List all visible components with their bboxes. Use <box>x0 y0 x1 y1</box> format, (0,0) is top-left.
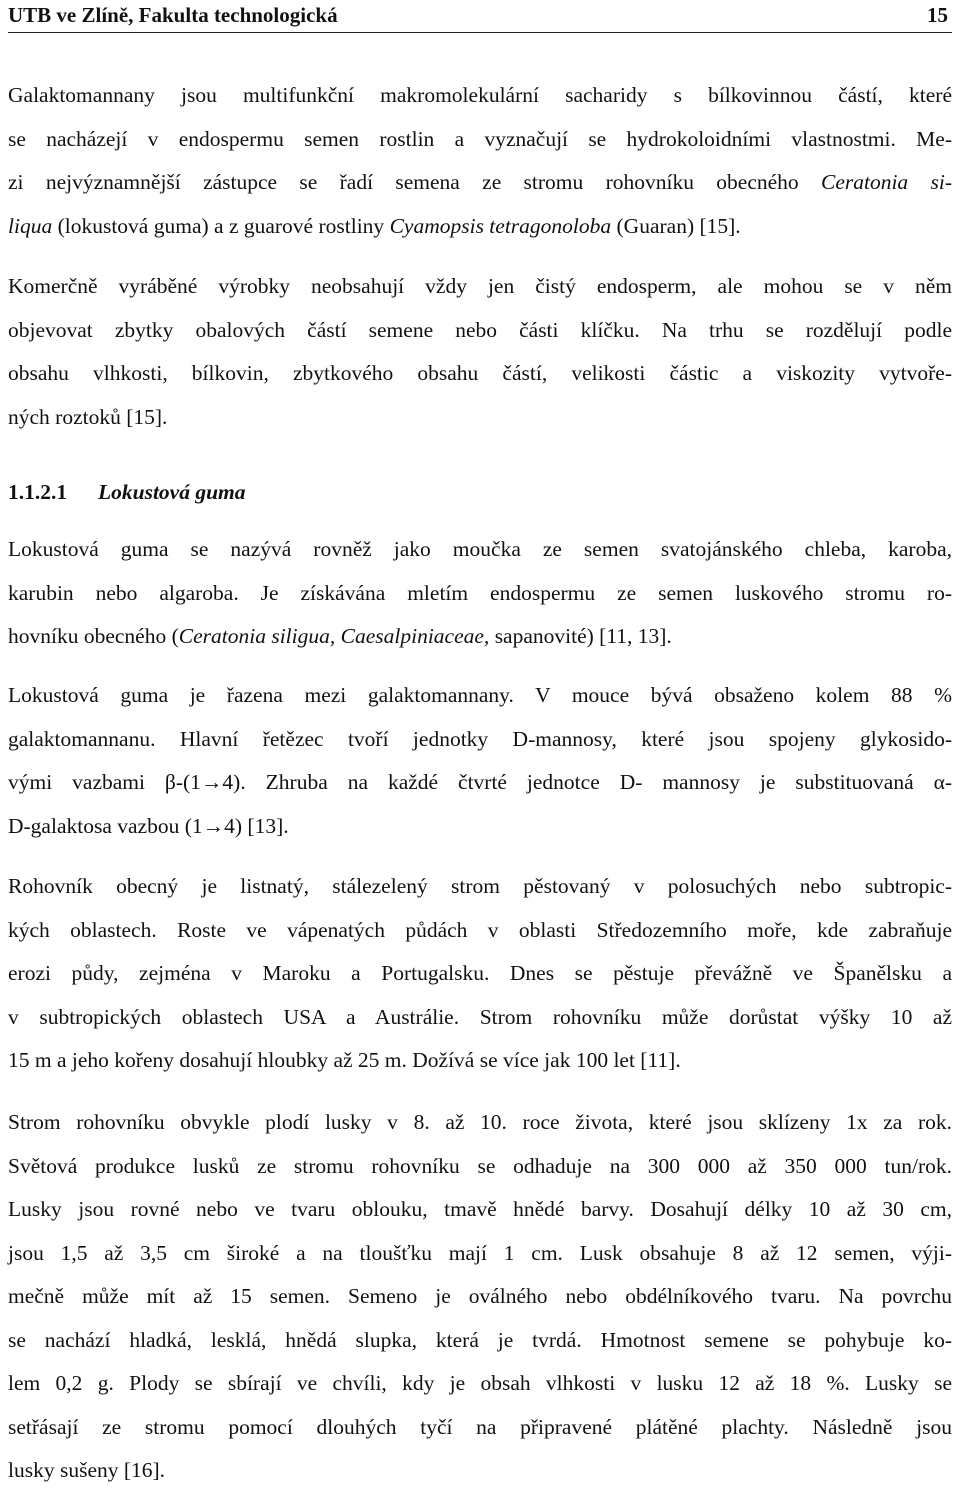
text-line: Lokustová guma je řazena mezi galaktomannany. V mouce bývá obsaženo kolem 88 % <box>8 683 952 707</box>
text-line <box>8 161 952 205</box>
paragraph-lusky <box>8 1101 952 1493</box>
text-line: Galaktomannany jsou multifunkční makromolekulární sacharidy s bílkovinnou částí, které <box>8 83 952 107</box>
paragraph-rohovnik <box>8 865 952 1083</box>
text-span: (Guaran) [15]. <box>611 213 741 238</box>
text-line: Komerčně vyráběné výrobky neobsahují vždy jen čistý endosperm, ale mohou se v něm <box>8 274 952 298</box>
text-line: 15 m a jeho kořeny dosahují hloubky až 25 m. Dožívá se více jak 100 let [11]. <box>8 1048 681 1072</box>
text-line: se nachází hladká, lesklá, hnědá slupka, která je tvrdá. Hmotnost semene se pohybuje ko- <box>8 1327 952 1352</box>
text-line: Lokustová guma se nazývá rovněž jako moučka ze semen svatojánského chleba, karoba, <box>8 537 952 561</box>
text-span: sapanovité) [11, 13]. <box>489 624 672 648</box>
page-number: 15 <box>927 3 948 27</box>
text-line: Rohovník obecný je listnatý, stálezelený strom pěstovaný v polosuchých nebo subtropic- <box>8 874 952 898</box>
header-title: UTB ve Zlíně, Fakulta technologická <box>8 3 338 27</box>
page-header <box>8 0 952 33</box>
text-line: karubin nebo algaroba. Je získávána mletím endospermu ze semen luskového stromu ro- <box>8 580 952 605</box>
species-name: Ceratonia si- <box>820 170 952 194</box>
text-line: kých oblastech. Roste ve vápenatých půdách v oblasti Středozemního moře, kde zabraňuje <box>8 917 952 942</box>
text-line: Světová produkce lusků ze stromu rohovníku se odhaduje na 300 000 až 350 000 tun/rok. <box>8 1153 952 1178</box>
species-name: Ceratonia siligua, Caesalpiniaceae, <box>178 624 490 648</box>
text-line: setřásají ze stromu pomocí dlouhých tyčí na připravené plátěné plachty. Následně jsou <box>8 1414 952 1439</box>
text-line: Strom rohovníku obvykle plodí lusky v 8. až 10. roce života, které jsou sklízeny 1x za rok. <box>8 1110 952 1134</box>
text-line: galaktomannanu. Hlavní řetězec tvoří jednotky D-mannosy, které jsou spojeny glykosido- <box>8 726 952 751</box>
text-line <box>8 615 952 659</box>
text-line: ných roztoků [15]. <box>8 404 168 429</box>
text-line: lem 0,2 g. Plody se sbírají ve chvíli, kdy je obsah vlhkosti v lusku 12 až 18 %. Lusky se <box>8 1371 952 1395</box>
text-line: Lusky jsou rovné nebo ve tvaru oblouku, tmavě hnědé barvy. Dosahují délky 10 až 30 cm, <box>8 1197 952 1221</box>
text-line: erozi půdy, zejména v Maroku a Portugalsku. Dnes se pěstuje převážně ve Španělsku a <box>8 961 952 985</box>
text-span: zi nejvýznamnější zástupce se řadí semena ze stromu rohovníku obecného <box>8 170 821 194</box>
text-line: lusky sušeny [16]. <box>8 1458 166 1482</box>
section-number: 1.1.2.1 <box>8 480 68 504</box>
paragraph-komercne <box>8 265 952 439</box>
text-line: obsahu vlhkosti, bílkovin, zbytkového obsahu částí, velikosti částic a viskozity vytvoře- <box>8 361 952 385</box>
text-line: D-galaktosa vazbou (1→4) [13]. <box>8 813 289 838</box>
section-heading <box>8 476 246 508</box>
species-name: liqua <box>8 213 53 238</box>
text-line: vými vazbami β-(1→4). Zhruba na každé čtvrté jednotce D- mannosy je substituovaná α- <box>8 770 952 794</box>
text-line: mečně může mít až 15 semen. Semeno je oválného nebo obdélníkového tvaru. Na povrchu <box>8 1284 952 1308</box>
section-title: Lokustová guma <box>98 480 246 504</box>
text-line: objevovat zbytky obalových částí semene nebo části klíčku. Na trhu se rozdělují podle <box>8 317 952 342</box>
paragraph-lokustova-guma <box>8 528 952 659</box>
text-line: se nacházejí v endospermu semen rostlin a vyznačují se hydrokoloidními vlastnostmi. Me- <box>8 126 952 151</box>
text-line: jsou 1,5 až 3,5 cm široké a na tloušťku mají 1 cm. Lusk obsahuje 8 až 12 semen, výji- <box>8 1240 952 1265</box>
paragraph-galaktomannany <box>8 74 952 248</box>
text-span: hovníku obecného ( <box>8 624 179 648</box>
text-line: v subtropických oblastech USA a Austrálie. Strom rohovníku může dorůstat výšky 10 až <box>8 1004 952 1029</box>
species-name: Cyamopsis tetragonoloba <box>389 213 612 238</box>
text-span: (lokustová guma) a z guarové rostliny <box>52 213 390 238</box>
text-line <box>8 205 952 249</box>
paragraph-galaktomannany-slozeni <box>8 674 952 848</box>
